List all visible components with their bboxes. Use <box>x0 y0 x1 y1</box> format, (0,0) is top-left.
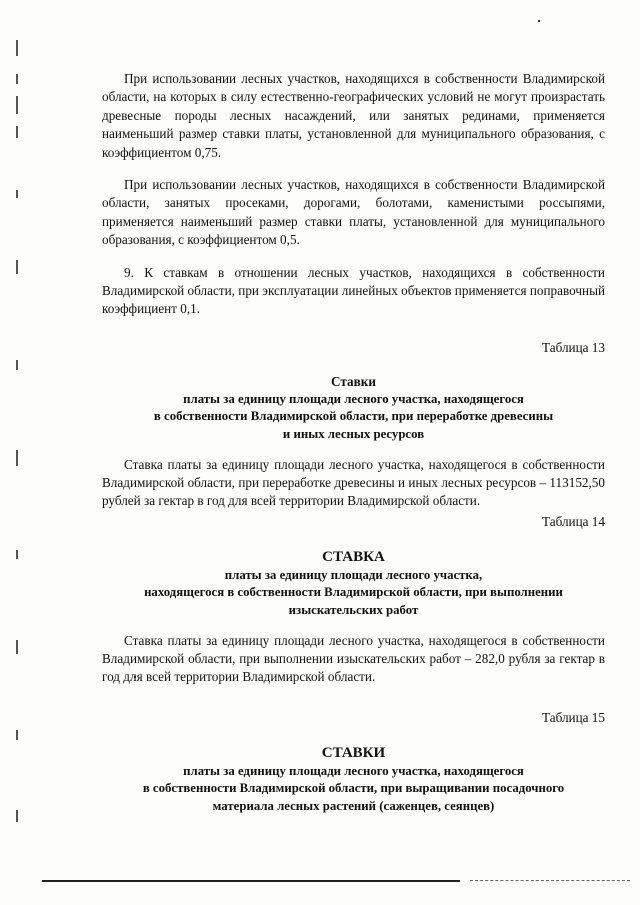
footer-rule <box>42 880 460 882</box>
paragraph-clearings: При использовании лесных участков, находящихся в собственности Владимирской области, занятых просеками, дорогами, болотами, каменистыми россыпями, применяется наименьший размер ставки платы, установленной для муниципального образования, с коэффициентом 0,5. <box>102 177 605 248</box>
table-14-subtitle-line: платы за единицу площади лесного участка, <box>224 567 483 582</box>
table-13-subtitle-line: и иных лесных ресурсов <box>282 427 425 442</box>
table-15-subtitle-line: в собственности Владимирской области, при выращивании посадочного <box>142 781 565 796</box>
table-13-label: Таблица 13 <box>542 339 605 355</box>
scan-margin-marks <box>16 30 20 850</box>
table-15-label: Таблица 15 <box>542 709 605 725</box>
table-13-title: Ставки <box>331 373 376 389</box>
scan-dot <box>538 20 540 22</box>
paragraph-linear-objects: 9. К ставкам в отношении лесных участков, находящихся в собственности Владимирской области, при эксплуатации линейных объектов применяется поправочный коэффициент 0,1. <box>102 264 605 317</box>
document-body <box>102 70 605 816</box>
table-15-subtitle-line: платы за единицу площади лесного участка, находящегося <box>183 763 524 778</box>
table-14-label: Таблица 14 <box>542 513 605 529</box>
table-13-subtitle-line: платы за единицу площади лесного участка, находящегося <box>183 391 524 406</box>
table-14-title: СТАВКА <box>322 548 385 565</box>
table-15-title: СТАВКИ <box>321 744 386 761</box>
table-15-subtitle-line: материала лесных растений (саженцев, сеянцев) <box>212 799 495 814</box>
table-13-text: Ставка платы за единицу площади лесного участка, находящегося в собственности Владимирской области, при переработке древесины и иных лесных ресурсов – 113152,50 рублей за гектар в год для всей территории Владимирской области. <box>102 456 605 509</box>
table-14-text: Ставка платы за единицу площади лесного участка, находящегося в собственности Владимирской области, при выполнении изыскательских работ – 282,0 рубля за гектар в год для всей территории Владимирской области. <box>102 632 605 685</box>
table-14-subtitle-line: находящегося в собственности Владимирской области, при выполнении <box>144 585 563 600</box>
footer-dashed-rule <box>470 880 630 881</box>
table-14-subtitle-line: изыскательских работ <box>288 603 419 618</box>
paragraph-forest-conditions: При использовании лесных участков, находящихся в собственности Владимирской области, на которых в силу естественно-географических условий не могут произрастать древесные породы лесных насаждений, или занятых рединами, применяется наименьший размер ставки платы, установленной для муниципального образования, с коэффициентом 0,75. <box>102 71 605 160</box>
table-13-subtitle-line: в собственности Владимирской области, при переработке древесины <box>153 409 554 424</box>
